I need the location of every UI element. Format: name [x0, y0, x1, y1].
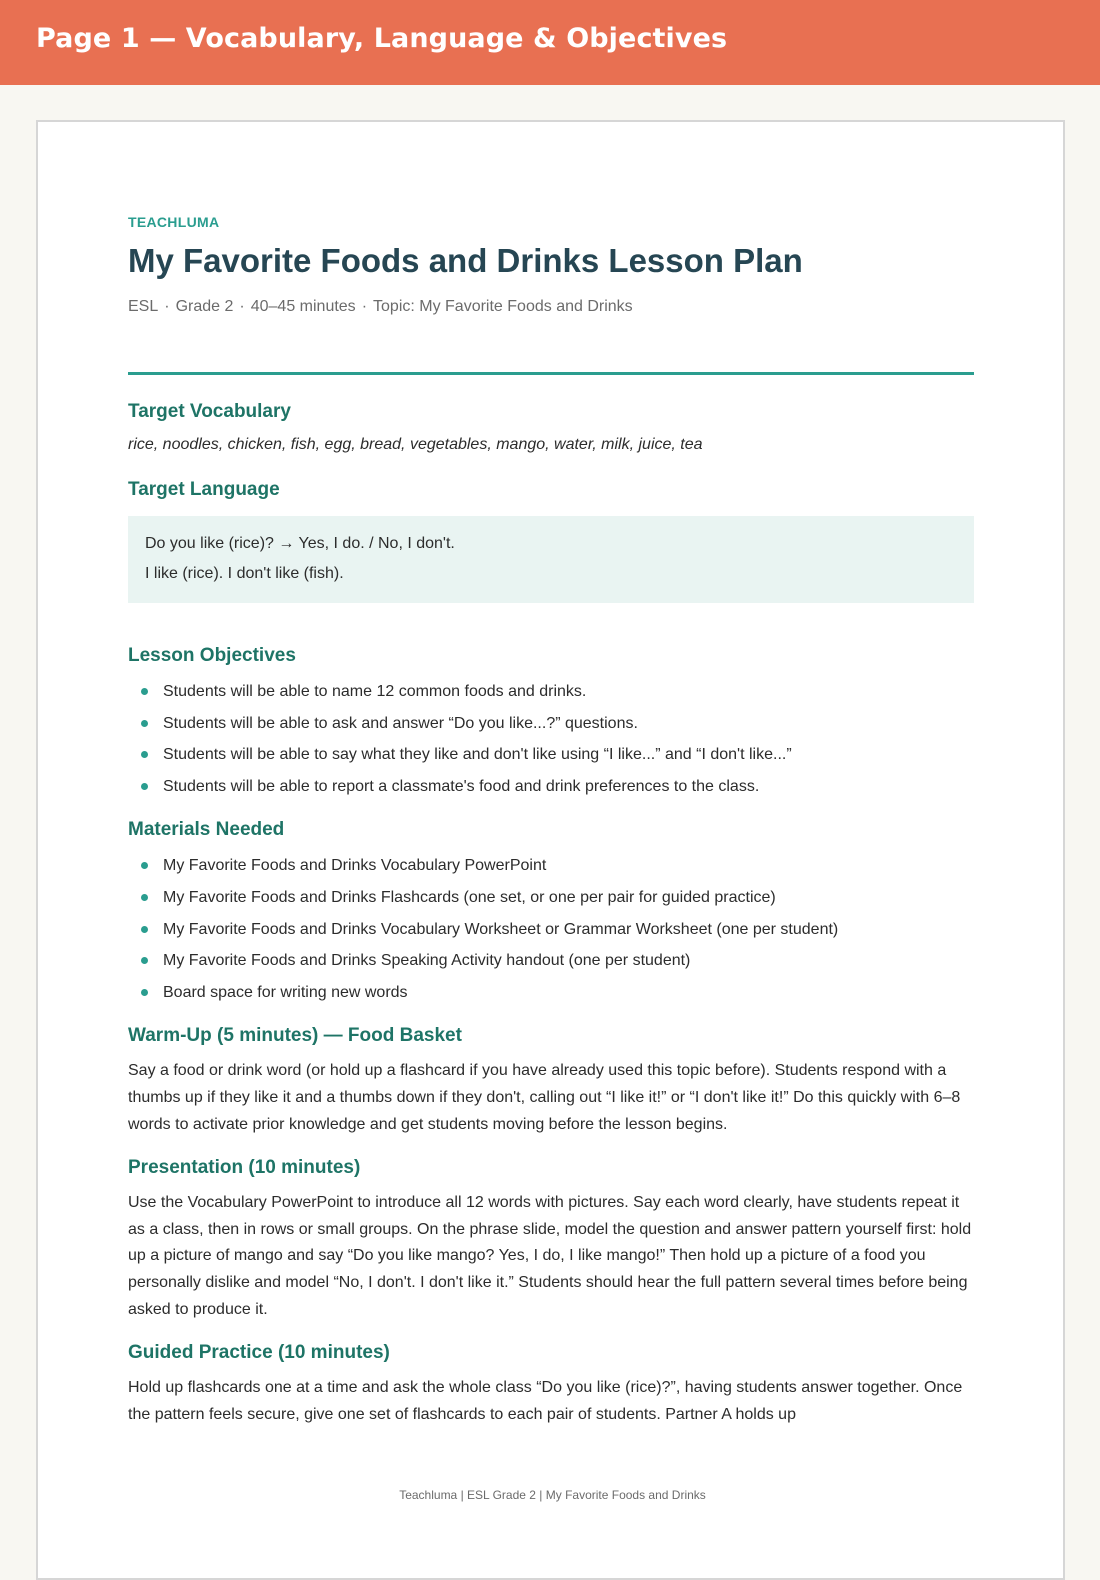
list-item-text: My Favorite Foods and Drinks Speaking Activity handout (one per student): [163, 952, 691, 970]
target-vocabulary-heading: Target Vocabulary: [128, 401, 291, 422]
target-vocabulary-words: rice, noodles, chicken, fish, egg, bread, vegetables, mango, water, milk, juice, tea: [128, 436, 703, 453]
list-item: [128, 739, 974, 771]
meta-separator: ·: [164, 298, 170, 315]
list-item-text: My Favorite Foods and Drinks Vocabulary Worksheet or Grammar Worksheet (one per student): [163, 920, 839, 938]
bullet-dot-icon: [141, 688, 148, 695]
warmup-heading: Warm-Up (5 minutes) — Food Basket: [128, 1025, 462, 1047]
list-item: [128, 945, 974, 977]
materials-list: [128, 850, 974, 1008]
target-vocabulary-section: [128, 398, 974, 456]
target-language-heading: Target Language: [128, 479, 280, 500]
objectives-heading: Lesson Objectives: [128, 645, 296, 666]
document-title: My Favorite Foods and Drinks Lesson Plan: [128, 242, 803, 279]
page-banner: [0, 0, 1100, 85]
banner-title: Page 1 — Vocabulary, Language & Objectives: [36, 23, 728, 54]
presentation-section: [128, 1154, 974, 1323]
title-divider: [128, 372, 974, 375]
meta-grade: Grade 2: [175, 298, 234, 315]
guided-practice-heading: Guided Practice (10 minutes): [128, 1342, 390, 1364]
list-item: [128, 676, 974, 708]
bullet-dot-icon: [141, 926, 148, 933]
meta-separator: ·: [239, 298, 245, 315]
meta-subject: ESL: [128, 298, 159, 315]
page-footer: Teachluma | ESL Grade 2 | My Favorite Foods and Drinks: [399, 1488, 706, 1502]
document-page: [36, 120, 1065, 1580]
objectives-list: [128, 676, 974, 802]
list-item-text: Students will be able to name 12 common foods and drinks.: [163, 683, 587, 700]
guided-practice-text: Hold up flashcards one at a time and ask the whole class “Do you like (rice)?”, having students answer together. Once the pattern feels secure, give one set of flashcards to each pair of students. Partner A holds up: [128, 1379, 963, 1423]
list-item-text: Board space for writing new words: [163, 983, 408, 1001]
meta-topic: Topic: My Favorite Foods and Drinks: [373, 298, 633, 315]
bullet-dot-icon: [141, 957, 148, 964]
list-item: [128, 882, 974, 914]
lesson-content: [128, 398, 974, 1428]
list-item: [128, 708, 974, 740]
list-item-text: My Favorite Foods and Drinks Flashcards (one set, or one per pair for guided practice): [163, 888, 776, 906]
bullet-dot-icon: [141, 720, 148, 727]
bullet-dot-icon: [141, 783, 148, 790]
materials-section: [128, 816, 974, 1008]
target-language-line: I like (rice). I don't like (fish).: [145, 565, 344, 582]
warmup-section: [128, 1022, 974, 1138]
presentation-text: Use the Vocabulary PowerPoint to introduce all 12 words with pictures. Say each word clearly, have students repeat it as a class, then in rows or small groups. On the phrase slide, model the question and answer pattern yourself first: hold up a picture of mango and say “Do you like mango? Yes, I do, I like mango!” Then hold up a picture of a food you personally dislike and model “No, I don't. I don't like it.” Students should hear the full pattern several times before being asked to produce it.: [128, 1194, 972, 1318]
list-item: [128, 771, 974, 803]
meta-separator: ·: [361, 298, 368, 315]
list-item-text: My Favorite Foods and Drinks Vocabulary PowerPoint: [163, 857, 547, 875]
target-language-box: [128, 516, 974, 603]
target-language-line: Do you like (rice)? → Yes, I do. / No, I don't.: [145, 535, 455, 552]
list-item-text: Students will be able to report a classmate's food and drink preferences to the class.: [163, 777, 760, 795]
list-item: [128, 977, 974, 1009]
meta-duration: 40–45 minutes: [250, 298, 356, 315]
lesson-meta: [128, 298, 633, 316]
list-item-text: Students will be able to say what they like and don't like using “I like...” and “I don't like...”: [163, 746, 792, 764]
bullet-dot-icon: [141, 989, 148, 996]
list-item: [128, 914, 974, 946]
brand-label: TEACHLUMA: [128, 214, 220, 230]
bullet-dot-icon: [141, 894, 148, 901]
bullet-dot-icon: [141, 751, 148, 758]
objectives-section: [128, 642, 974, 802]
guided-practice-section: [128, 1339, 974, 1428]
materials-heading: Materials Needed: [128, 819, 285, 841]
target-language-section: [128, 476, 974, 603]
presentation-heading: Presentation (10 minutes): [128, 1157, 361, 1179]
list-item-text: Students will be able to ask and answer “Do you like...?” questions.: [163, 714, 638, 732]
warmup-text: Say a food or drink word (or hold up a flashcard if you have already used this topic before). Students respond with a thumbs up if they like it and a thumbs down if they don't, calling out “I like it!” or “I don't like it!” Do this quickly with 6–8 words to activate prior knowledge and get students moving before the lesson begins.: [128, 1062, 961, 1133]
bullet-dot-icon: [141, 862, 148, 869]
list-item: [128, 850, 974, 882]
